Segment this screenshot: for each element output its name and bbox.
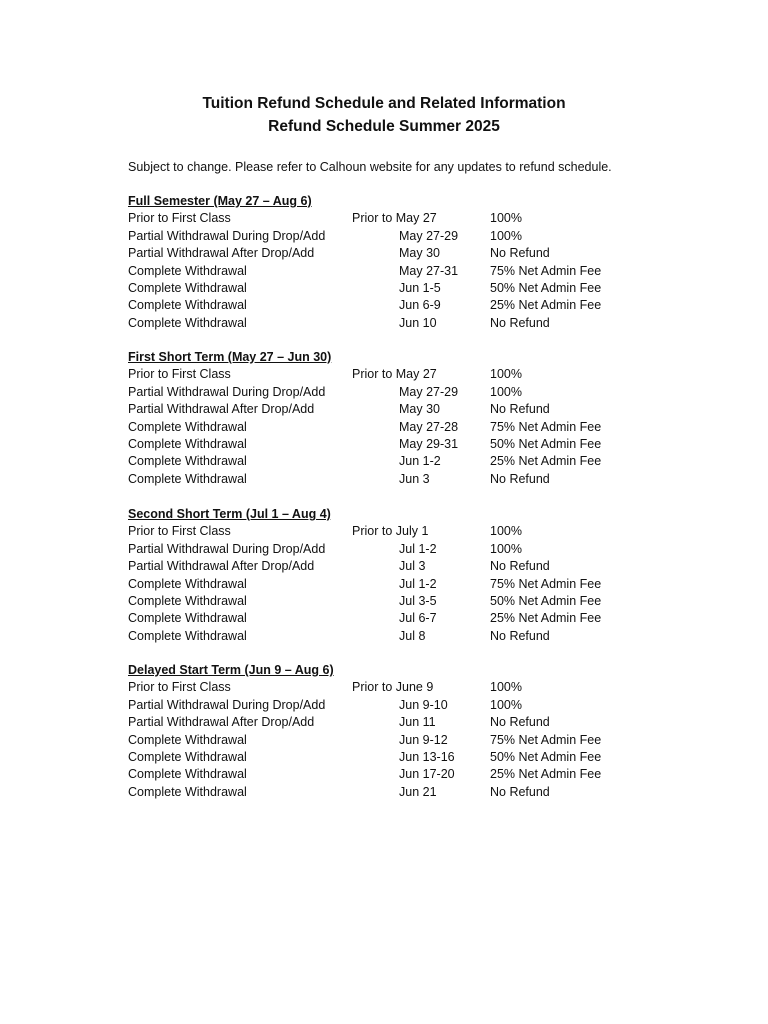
row-refund: No Refund [490,315,550,330]
row-label: Partial Withdrawal During Drop/Add [128,541,326,556]
row-label: Complete Withdrawal [128,732,247,747]
row-refund: 100% [490,524,522,539]
row-date: Prior to May 27 [352,211,437,226]
document-subtitle: Refund Schedule Summer 2025 [268,118,500,135]
row-date: May 27-29 [399,228,459,243]
row-refund: No Refund [490,784,550,799]
row-label: Complete Withdrawal [128,263,247,278]
row-label: Complete Withdrawal [128,315,247,330]
document-title: Tuition Refund Schedule and Related Information [202,95,566,112]
table-row [128,280,648,297]
table-row [128,297,648,314]
table-row [128,263,648,280]
table-row [128,210,648,227]
table-row [128,541,648,558]
row-date: Jun 3 [399,471,430,486]
section-second-short-term [128,506,648,645]
table-row [128,523,648,540]
row-refund: 100% [490,384,522,399]
table-row [128,471,648,488]
row-date: Jul 3-5 [399,593,437,608]
row-date: May 30 [399,246,440,261]
row-date: Jun 11 [399,715,436,730]
table-row [128,593,648,610]
row-refund: No Refund [490,246,550,261]
row-label: Complete Withdrawal [128,576,247,591]
table-row [128,576,648,593]
table-row [128,366,648,383]
row-date: May 27-29 [399,384,459,399]
row-date: Prior to June 9 [352,680,434,695]
section-delayed-start-term [128,662,648,801]
row-refund: 75% Net Admin Fee [490,732,602,747]
row-label: Complete Withdrawal [128,471,247,486]
row-date: Jun 17-20 [399,767,455,782]
row-date: Jul 8 [399,628,426,643]
row-refund: 75% Net Admin Fee [490,419,602,434]
row-label: Partial Withdrawal After Drop/Add [128,246,315,261]
row-date: Jul 1-2 [399,541,437,556]
section-title: Second Short Term (Jul 1 – Aug 4) [128,507,331,521]
row-label: Complete Withdrawal [128,767,247,782]
row-date: May 30 [399,402,440,417]
row-label: Partial Withdrawal After Drop/Add [128,559,315,574]
row-date: Jun 9-12 [399,732,448,747]
row-refund: 75% Net Admin Fee [490,576,602,591]
row-refund: No Refund [490,628,550,643]
row-refund: 25% Net Admin Fee [490,454,602,469]
row-label: Prior to First Class [128,680,231,695]
table-row [128,436,648,453]
table-row [128,419,648,436]
title-block [0,92,768,138]
table-row [128,315,648,332]
section-title: Full Semester (May 27 – Aug 6) [128,194,312,208]
row-label: Prior to First Class [128,367,231,382]
row-refund: No Refund [490,559,550,574]
row-label: Partial Withdrawal After Drop/Add [128,715,315,730]
row-date: Jun 6-9 [399,298,441,313]
table-row [128,558,648,575]
row-label: Partial Withdrawal During Drop/Add [128,228,326,243]
row-refund: 25% Net Admin Fee [490,767,602,782]
row-label: Complete Withdrawal [128,628,247,643]
row-date: Prior to July 1 [352,524,429,539]
section-full-semester [128,193,648,332]
intro-note: Subject to change. Please refer to Calhoun website for any updates to refund schedule. [128,160,612,174]
section-first-short-term [128,349,648,488]
table-row [128,401,648,418]
row-date: Jul 3 [399,559,426,574]
row-label: Complete Withdrawal [128,749,247,764]
row-date: Jul 1-2 [399,576,437,591]
table-row [128,628,648,645]
row-refund: 25% Net Admin Fee [490,611,602,626]
row-refund: No Refund [490,715,550,730]
table-row [128,453,648,470]
row-date: May 27-28 [399,419,459,434]
row-refund: No Refund [490,402,550,417]
row-date: Jun 1-2 [399,454,441,469]
row-refund: 50% Net Admin Fee [490,436,602,451]
row-label: Complete Withdrawal [128,611,247,626]
table-row [128,228,648,245]
row-date: Jul 6-7 [399,611,437,626]
row-label: Complete Withdrawal [128,419,247,434]
table-row [128,732,648,749]
row-refund: 100% [490,697,522,712]
row-label: Prior to First Class [128,211,231,226]
row-label: Partial Withdrawal During Drop/Add [128,384,326,399]
row-refund: 100% [490,367,522,382]
row-refund: 50% Net Admin Fee [490,280,602,295]
table-row [128,679,648,696]
row-label: Partial Withdrawal After Drop/Add [128,402,315,417]
row-date: Jun 10 [399,315,437,330]
row-refund: 100% [490,680,522,695]
row-refund: 25% Net Admin Fee [490,298,602,313]
row-label: Complete Withdrawal [128,784,247,799]
table-row [128,766,648,783]
section-title: Delayed Start Term (Jun 9 – Aug 6) [128,663,334,677]
row-date: May 29-31 [399,436,459,451]
table-row [128,714,648,731]
table-row [128,610,648,627]
row-date: Jun 21 [399,784,437,799]
row-refund: 50% Net Admin Fee [490,749,602,764]
table-row [128,245,648,262]
row-date: Prior to May 27 [352,367,437,382]
row-label: Complete Withdrawal [128,298,247,313]
row-label: Complete Withdrawal [128,593,247,608]
row-refund: 50% Net Admin Fee [490,593,602,608]
row-label: Complete Withdrawal [128,436,247,451]
table-row [128,697,648,714]
row-date: Jun 1-5 [399,280,441,295]
row-refund: 100% [490,211,522,226]
table-row [128,784,648,801]
table-row [128,384,648,401]
row-refund: 100% [490,228,522,243]
table-row [128,749,648,766]
row-date: Jun 13-16 [399,749,455,764]
row-refund: No Refund [490,471,550,486]
row-date: May 27-31 [399,263,459,278]
row-date: Jun 9-10 [399,697,448,712]
row-label: Partial Withdrawal During Drop/Add [128,697,326,712]
row-label: Complete Withdrawal [128,280,247,295]
row-refund: 75% Net Admin Fee [490,263,602,278]
row-label: Complete Withdrawal [128,454,247,469]
row-refund: 100% [490,541,522,556]
row-label: Prior to First Class [128,524,231,539]
section-title: First Short Term (May 27 – Jun 30) [128,350,332,364]
